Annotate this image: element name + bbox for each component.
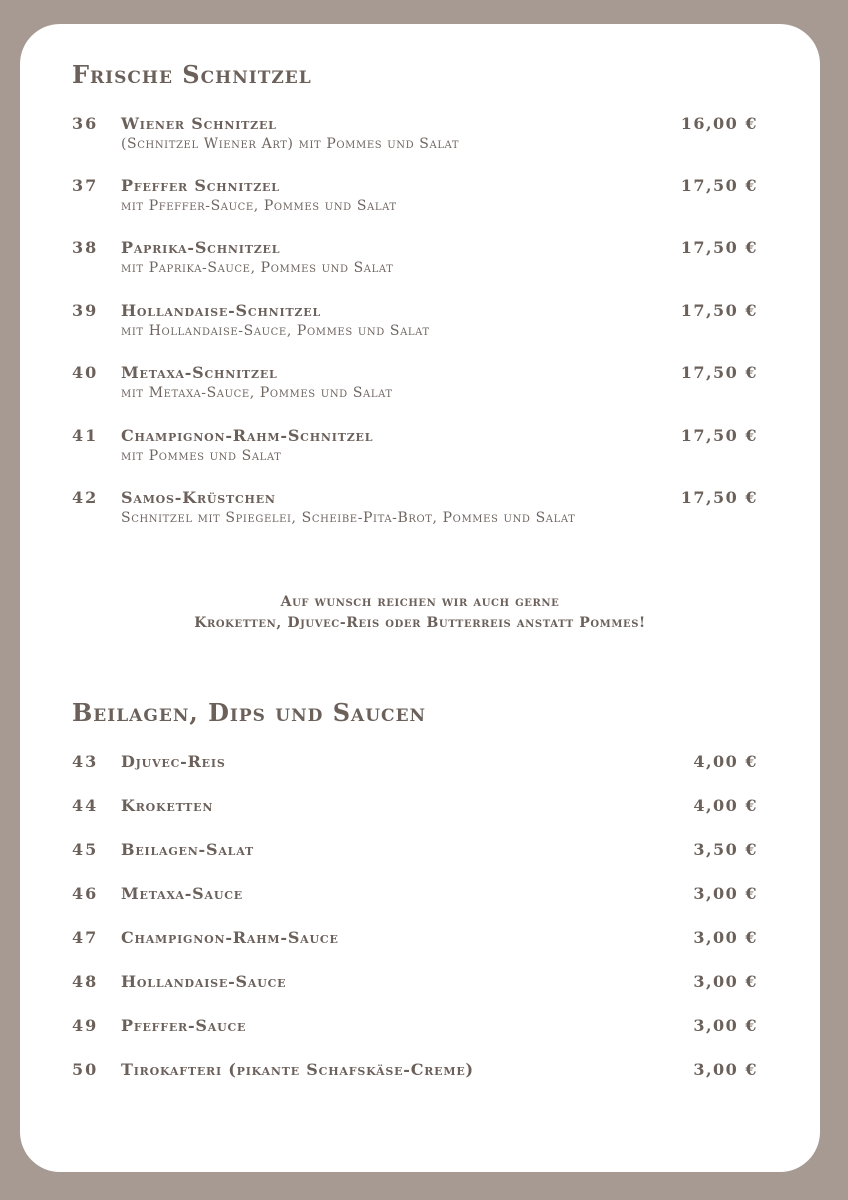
item-name: Metaxa-Schnitzel — [121, 363, 278, 382]
item-number: 36 — [72, 114, 99, 133]
section-title-schnitzel: Frische Schnitzel — [72, 60, 312, 89]
item-number: 37 — [72, 176, 99, 195]
item-price: 3,00 € — [693, 884, 758, 903]
item-name: Tirokafteri (pikante Schafskäse-Creme) — [121, 1060, 474, 1079]
item-name: Kroketten — [121, 796, 214, 815]
item-number: 42 — [72, 488, 99, 507]
item-price: 17,50 € — [680, 363, 758, 382]
item-number: 41 — [72, 426, 99, 445]
item-number: 50 — [72, 1060, 99, 1079]
item-price: 3,50 € — [693, 840, 758, 859]
item-price: 3,00 € — [693, 1016, 758, 1035]
item-description: mit Metaxa-Sauce, Pommes und Salat — [121, 385, 393, 401]
item-description: mit Pfeffer-Sauce, Pommes und Salat — [121, 198, 397, 214]
item-price: 17,50 € — [680, 488, 758, 507]
item-price: 3,00 € — [693, 972, 758, 991]
item-price: 16,00 € — [680, 114, 758, 133]
item-name: Hollandaise-Sauce — [121, 972, 287, 991]
side-dish-note — [20, 592, 820, 634]
item-number: 46 — [72, 884, 99, 903]
item-price: 17,50 € — [680, 238, 758, 257]
item-number: 40 — [72, 363, 99, 382]
item-name: Pfeffer-Sauce — [121, 1016, 247, 1035]
item-name: Paprika-Schnitzel — [121, 238, 281, 257]
item-description: (Schnitzel Wiener Art) mit Pommes und Salat — [121, 136, 460, 152]
item-number: 48 — [72, 972, 99, 991]
item-name: Champignon-Rahm-Sauce — [121, 928, 339, 947]
item-price: 3,00 € — [693, 1060, 758, 1079]
item-price: 17,50 € — [680, 426, 758, 445]
item-price: 3,00 € — [693, 928, 758, 947]
item-name: Samos-Krüstchen — [121, 488, 276, 507]
item-description: mit Pommes und Salat — [121, 448, 282, 464]
item-number: 43 — [72, 752, 99, 771]
item-number: 44 — [72, 796, 99, 815]
item-name: Pfeffer Schnitzel — [121, 176, 280, 195]
item-price: 17,50 € — [680, 176, 758, 195]
item-name: Hollandaise-Schnitzel — [121, 301, 321, 320]
item-price: 17,50 € — [680, 301, 758, 320]
item-name: Wiener Schnitzel — [121, 114, 277, 133]
item-name: Djuvec-Reis — [121, 752, 226, 771]
item-name: Beilagen-Salat — [121, 840, 254, 859]
item-name: Metaxa-Sauce — [121, 884, 243, 903]
item-number: 47 — [72, 928, 99, 947]
item-number: 39 — [72, 301, 99, 320]
item-number: 49 — [72, 1016, 99, 1035]
section-title-beilagen: Beilagen, Dips und Saucen — [72, 698, 427, 727]
item-price: 4,00 € — [693, 752, 758, 771]
item-description: Schnitzel mit Spiegelei, Scheibe-Pita-Brot, Pommes und Salat — [121, 510, 576, 526]
item-description: mit Paprika-Sauce, Pommes und Salat — [121, 260, 394, 276]
note-line-1: Auf wunsch reichen wir auch gerne — [280, 594, 560, 610]
item-description: mit Hollandaise-Sauce, Pommes und Salat — [121, 323, 430, 339]
item-number: 38 — [72, 238, 99, 257]
menu-page — [20, 24, 820, 1172]
note-line-2: Kroketten, Djuvec-Reis oder Butterreis anstatt Pommes! — [194, 615, 646, 631]
item-name: Champignon-Rahm-Schnitzel — [121, 426, 374, 445]
item-price: 4,00 € — [693, 796, 758, 815]
item-number: 45 — [72, 840, 99, 859]
